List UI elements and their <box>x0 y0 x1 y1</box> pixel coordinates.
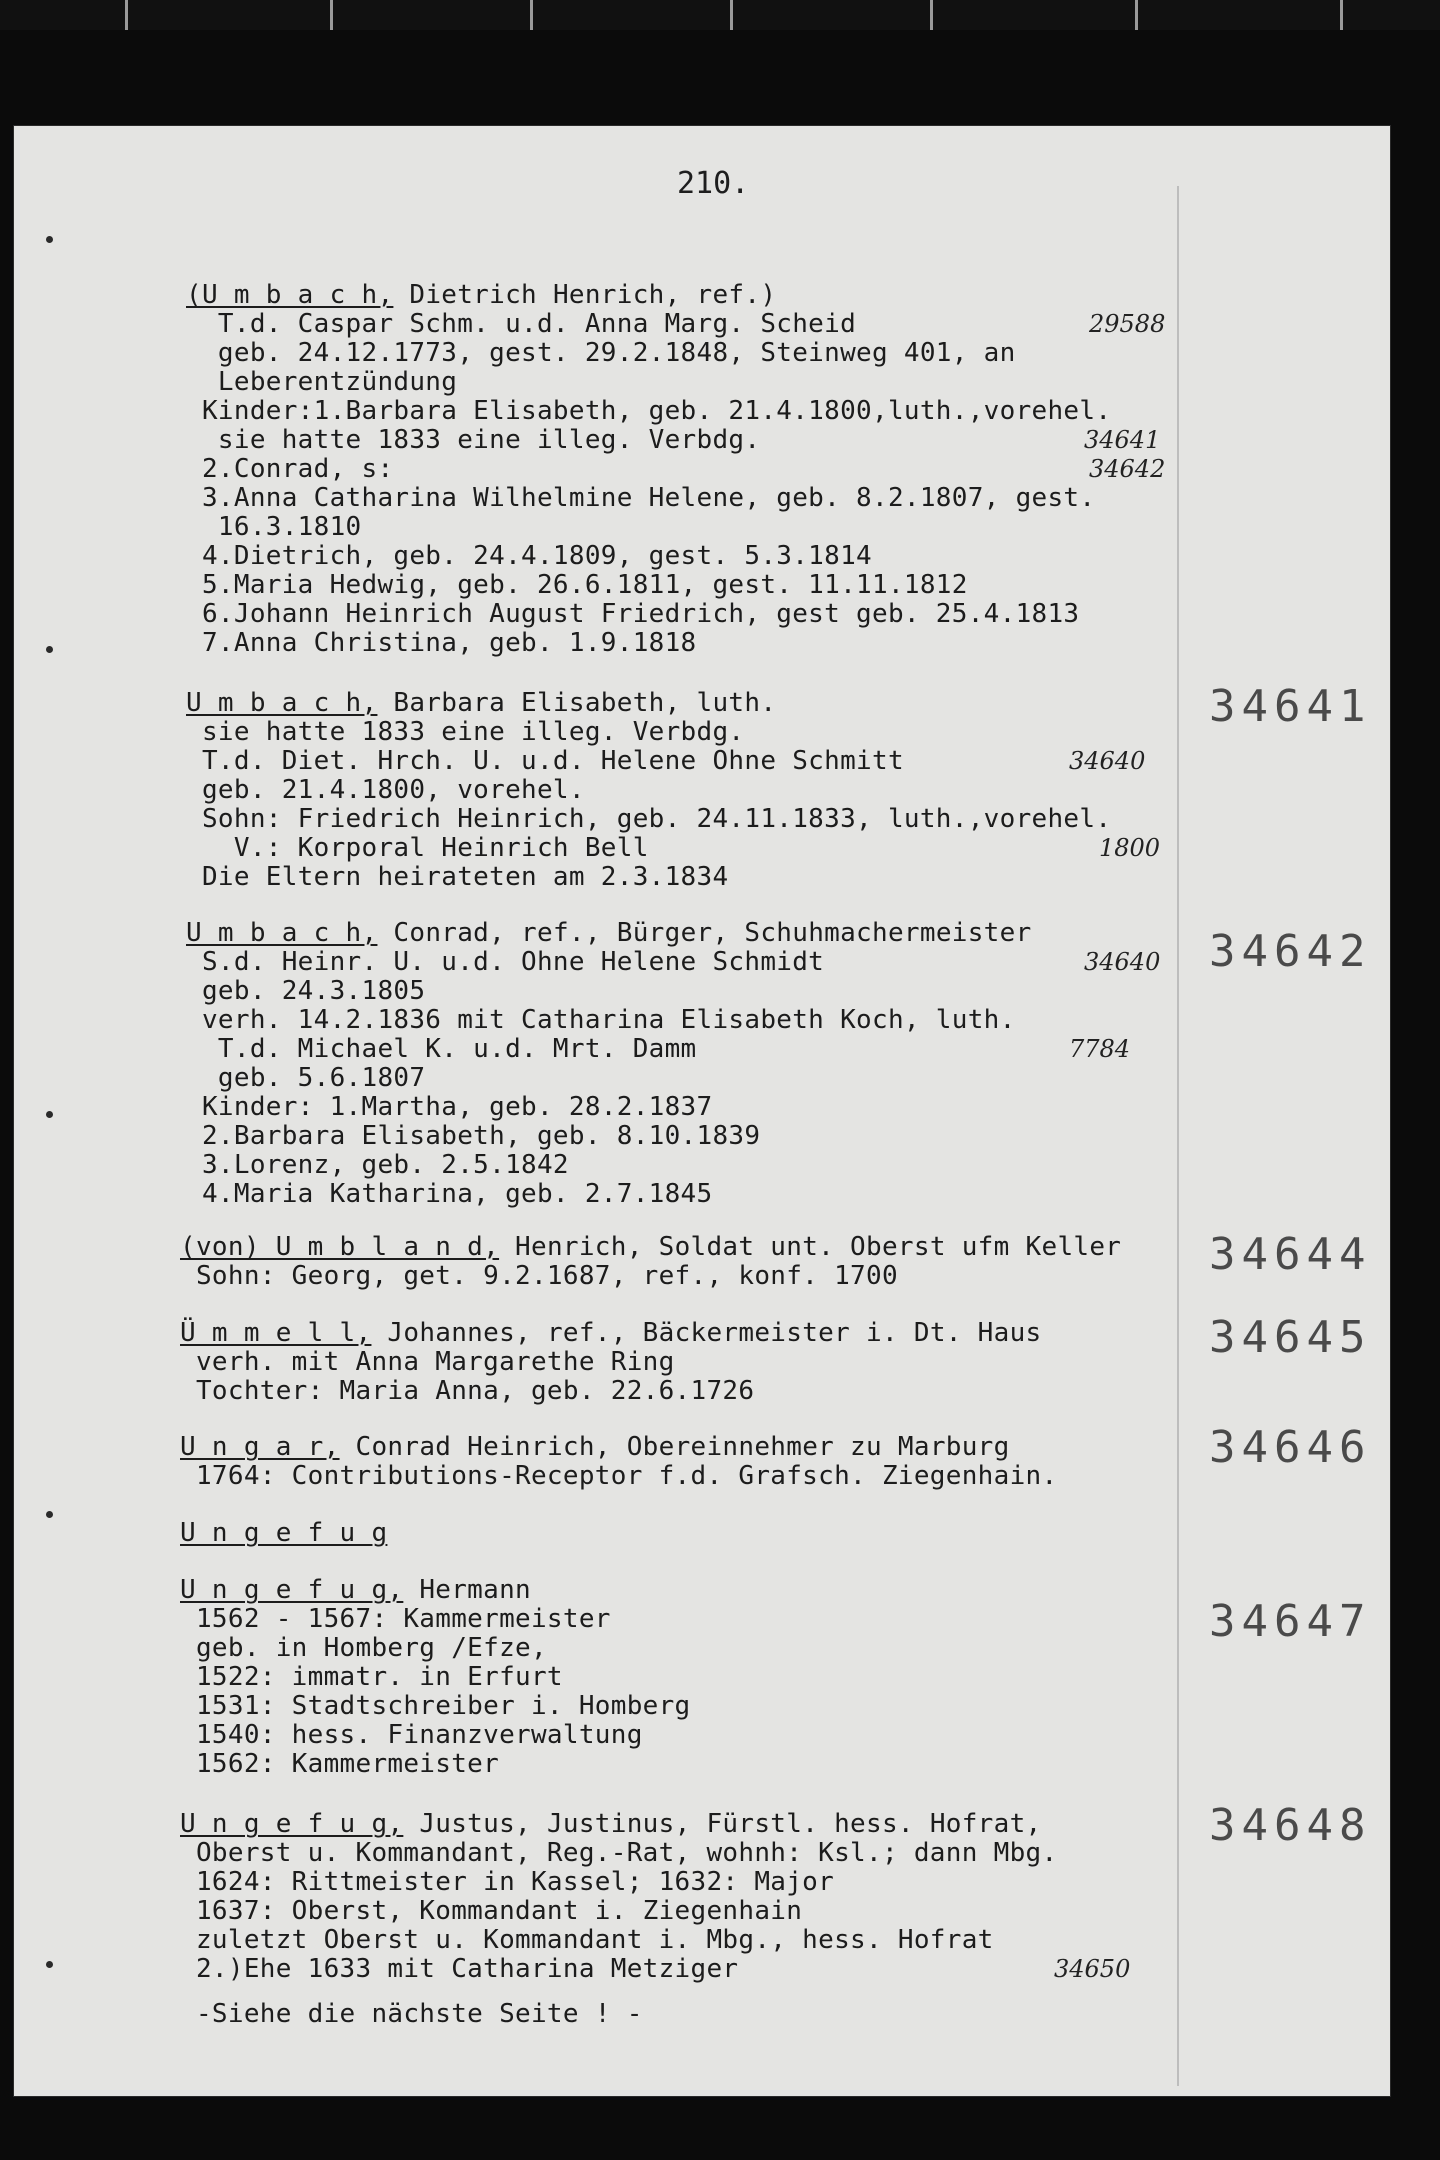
punch-hole <box>46 1111 53 1118</box>
handwritten-note: 1800 <box>1099 834 1161 862</box>
entry-line: geb. in Homberg /Efze, <box>180 1633 547 1663</box>
entry-line: 1562 - 1567: Kammermeister <box>180 1604 611 1634</box>
entry-line: 1562: Kammermeister <box>180 1749 500 1779</box>
handwritten-note: 34650 <box>1054 1955 1131 1983</box>
stamp-number: 34642 <box>1209 926 1372 977</box>
entry-line-rest: Dietrich Henrich, ref.) <box>393 280 777 310</box>
entry-line: T.d. Michael K. u.d. Mrt. Damm <box>186 1034 697 1064</box>
entry-line: 5.Maria Hedwig, geb. 26.6.1811, gest. 11.11.1812 <box>186 570 968 600</box>
entry-line: 1540: hess. Finanzverwaltung <box>180 1720 643 1750</box>
entry-line-rest: Justus, Justinus, Fürstl. hess. Hofrat, <box>403 1809 1042 1839</box>
punch-hole <box>46 236 53 243</box>
entry-line: Leberentzündung <box>186 367 458 397</box>
stamp-number: 34648 <box>1209 1800 1372 1851</box>
film-tick <box>330 0 333 30</box>
margin-rule <box>1177 186 1179 2086</box>
entry-line: geb. 21.4.1800, vorehel. <box>186 775 585 805</box>
entry-line-rest: Barbara Elisabeth, luth. <box>377 688 777 718</box>
page-number: 210. <box>677 166 750 201</box>
entry-line: 2.Barbara Elisabeth, geb. 8.10.1839 <box>186 1121 761 1151</box>
entry-line: V.: Korporal Heinrich Bell <box>186 833 649 863</box>
entry-line: (von) U m b l a n d, Henrich, Soldat unt. Oberst ufm Keller <box>180 1232 1122 1262</box>
entry-line: geb. 24.12.1773, gest. 29.2.1848, Steinweg 401, an <box>186 338 1016 368</box>
entry-line: (U m b a c h, Dietrich Henrich, ref.) <box>186 280 777 310</box>
stamp-number: 34646 <box>1209 1422 1372 1473</box>
entry-line: 4.Dietrich, geb. 24.4.1809, gest. 5.3.1814 <box>186 541 872 571</box>
entry-line: Ü m m e l l, Johannes, ref., Bäckermeister i. Dt. Haus <box>180 1318 1042 1348</box>
punch-hole <box>46 1961 53 1968</box>
handwritten-note: 34642 <box>1089 455 1166 483</box>
entry-line: U n g e f u g, Justus, Justinus, Fürstl. hess. Hofrat, <box>180 1809 1042 1839</box>
entry-line: geb. 5.6.1807 <box>186 1063 426 1093</box>
entry-line: 1764: Contributions-Receptor f.d. Grafsch. Ziegenhain. <box>180 1461 1058 1491</box>
entry-line: S.d. Heinr. U. u.d. Ohne Helene Schmidt <box>186 947 825 977</box>
film-tick <box>1135 0 1138 30</box>
handwritten-note: 34641 <box>1084 426 1161 454</box>
document-page <box>14 126 1390 2096</box>
film-tick <box>530 0 533 30</box>
punch-hole <box>46 1511 53 1518</box>
entry-line: 1624: Rittmeister in Kassel; 1632: Major <box>180 1867 835 1897</box>
entry-line-rest: Henrich, Soldat unt. Oberst ufm Keller <box>499 1232 1122 1262</box>
handwritten-note: 29588 <box>1089 310 1166 338</box>
entry-line-rest: Hermann <box>403 1575 531 1605</box>
entry-line: Sohn: Friedrich Heinrich, geb. 24.11.1833, luth.,vorehel. <box>186 804 1112 834</box>
punch-hole <box>46 646 53 653</box>
film-tick <box>930 0 933 30</box>
entry-line-rest: Conrad Heinrich, Obereinnehmer zu Marburg <box>339 1432 1010 1462</box>
stamp-number: 34644 <box>1209 1229 1372 1280</box>
film-tick <box>730 0 733 30</box>
entry-line: U m b a c h, Barbara Elisabeth, luth. <box>186 688 777 718</box>
entry-line: 16.3.1810 <box>186 512 362 542</box>
handwritten-note: 34640 <box>1084 948 1161 976</box>
entry-line: U n g e f u g <box>180 1518 388 1548</box>
entry-line-rest: Conrad, ref., Bürger, Schuhmachermeister <box>377 918 1032 948</box>
film-tick <box>1340 0 1343 30</box>
entry-line: U n g e f u g, Hermann <box>180 1575 531 1605</box>
entry-line: 6.Johann Heinrich August Friedrich, gest geb. 25.4.1813 <box>186 599 1080 629</box>
entry-line: 1531: Stadtschreiber i. Homberg <box>180 1691 691 1721</box>
film-tick <box>125 0 128 30</box>
entry-line: 1522: immatr. in Erfurt <box>180 1662 563 1692</box>
entry-line: T.d. Caspar Schm. u.d. Anna Marg. Scheid <box>186 309 857 339</box>
entry-line: U n g a r, Conrad Heinrich, Obereinnehmer zu Marburg <box>180 1432 1010 1462</box>
stamp-number: 34641 <box>1209 681 1372 732</box>
entry-line: 2.Conrad, s: <box>186 454 394 484</box>
stamp-number: 34647 <box>1209 1596 1372 1647</box>
entry-line: Kinder:1.Barbara Elisabeth, geb. 21.4.1800,luth.,vorehel. <box>186 396 1112 426</box>
entry-line: 4.Maria Katharina, geb. 2.7.1845 <box>186 1179 713 1209</box>
entry-line: U m b a c h, Conrad, ref., Bürger, Schuhmachermeister <box>186 918 1032 948</box>
entry-line: 1637: Oberst, Kommandant i. Ziegenhain <box>180 1896 803 1926</box>
entry-line-rest: Johannes, ref., Bäckermeister i. Dt. Haus <box>371 1318 1042 1348</box>
entry-line: 2.)Ehe 1633 mit Catharina Metziger <box>180 1954 739 1984</box>
entry-line: sie hatte 1833 eine illeg. Verbdg. <box>186 425 761 455</box>
entry-line: T.d. Diet. Hrch. U. u.d. Helene Ohne Schmitt <box>186 746 904 776</box>
stamp-number: 34645 <box>1209 1312 1372 1363</box>
handwritten-note: 7784 <box>1069 1035 1131 1063</box>
entry-line: sie hatte 1833 eine illeg. Verbdg. <box>186 717 745 747</box>
entry-line: verh. mit Anna Margarethe Ring <box>180 1347 675 1377</box>
entry-line: 3.Lorenz, geb. 2.5.1842 <box>186 1150 569 1180</box>
entry-line: geb. 24.3.1805 <box>186 976 426 1006</box>
entry-line: Oberst u. Kommandant, Reg.-Rat, wohnh: Ksl.; dann Mbg. <box>180 1838 1058 1868</box>
entry-line: verh. 14.2.1836 mit Catharina Elisabeth Koch, luth. <box>186 1005 1016 1035</box>
entry-line: Kinder: 1.Martha, geb. 28.2.1837 <box>186 1092 713 1122</box>
entry-line: 3.Anna Catharina Wilhelmine Helene, geb. 8.2.1807, gest. <box>186 483 1096 513</box>
entry-line: Die Eltern heirateten am 2.3.1834 <box>186 862 729 892</box>
entry-line: 7.Anna Christina, geb. 1.9.1818 <box>186 628 697 658</box>
continuation-note: -Siehe die nächste Seite ! - <box>180 1999 643 2029</box>
entry-line: Tochter: Maria Anna, geb. 22.6.1726 <box>180 1376 755 1406</box>
handwritten-note: 34640 <box>1069 747 1146 775</box>
entry-line: zuletzt Oberst u. Kommandant i. Mbg., hess. Hofrat <box>180 1925 994 1955</box>
film-top-strip <box>0 0 1440 30</box>
entry-line: Sohn: Georg, get. 9.2.1687, ref., konf. 1700 <box>180 1261 898 1291</box>
